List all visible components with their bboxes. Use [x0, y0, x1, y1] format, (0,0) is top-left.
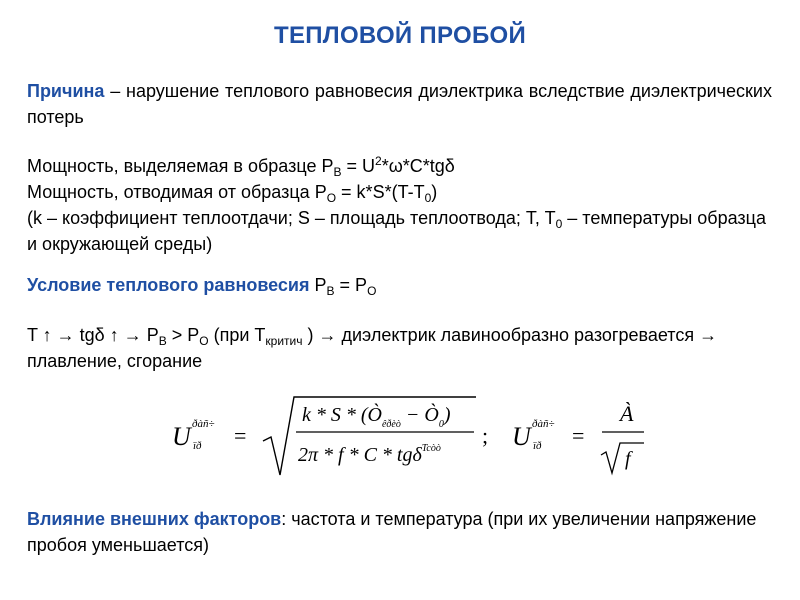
formula-denominator-2: f: [625, 448, 631, 470]
formula-lhs1-symbol: U: [172, 422, 191, 451]
power-released-formula-b: *ω*C*tgδ: [381, 156, 455, 176]
power-removed-formula-a: = k*S*(T-T: [336, 182, 425, 202]
legend-note-sub: 0: [555, 217, 563, 231]
formula-radical-2: [601, 443, 644, 473]
runaway-sub2: O: [199, 334, 209, 348]
power-released-sub: B: [333, 165, 342, 179]
cause-paragraph: [27, 78, 772, 130]
cause-text: – нарушение теплового равновесия диэлектрика вследствие диэлектрических потерь: [27, 81, 772, 127]
formula-numerator-1: k * S * ($Ò_{êðèò}$ − $Ò_0$): [302, 404, 451, 430]
runaway-sub3: критич: [265, 334, 303, 348]
formula-denominator-1: 2π * f * C * tgδ$^{Tcòò}$: [298, 443, 441, 466]
legend-note-part2: – температуры образца и окружающей среды): [27, 208, 766, 254]
equilibrium-label: Условие теплового равновесия: [27, 275, 310, 295]
cause-label: Причина: [27, 81, 105, 101]
formula-numerator-2: À: [620, 401, 634, 426]
equilibrium-formula-a: P: [309, 275, 327, 295]
power-removed-formula-b: ): [431, 182, 438, 202]
legend-note: [27, 205, 772, 257]
power-released-sup: 2: [375, 154, 382, 168]
runaway-c: (при T: [208, 325, 266, 345]
external-factors-paragraph: [27, 506, 772, 558]
power-released-formula-a: = U: [341, 156, 376, 176]
equilibrium-line: [27, 272, 772, 298]
runaway-sub1: B: [158, 334, 167, 348]
external-factors-text: : частота и температура (при их увеличении напряжение пробоя уменьшается): [27, 509, 757, 555]
equilibrium-formula-b: = P: [334, 275, 368, 295]
power-released-line: [27, 153, 772, 179]
equilibrium-sub2: O: [367, 284, 377, 298]
formula-lhs1-sup: ðàñ÷: [192, 418, 215, 430]
equilibrium-sub1: B: [326, 284, 335, 298]
power-removed-sub2: 0: [424, 191, 432, 205]
formula-lhs2-symbol: U: [512, 422, 531, 451]
runaway-b: > P: [166, 325, 200, 345]
breakdown-voltage-formula: [170, 393, 660, 483]
formula-lhs1-sub: ïð: [193, 440, 202, 452]
formula-svg: [170, 393, 660, 483]
runaway-line: [27, 322, 772, 374]
power-removed-text: Мощность, отводимая от образца P: [27, 182, 327, 202]
formula-lhs2-sub: ïð: [533, 440, 542, 452]
formula-separator: ;: [482, 423, 489, 448]
formula-equals-2: =: [572, 423, 585, 448]
runaway-a: T ↑ → tgδ ↑ → P: [27, 325, 159, 345]
power-released-text: Мощность, выделяемая в образце P: [27, 156, 334, 176]
runaway-d: ) → диэлектрик лавинообразно разогревается → плавление, сгорание: [27, 325, 718, 371]
formula-lhs2-sup: ðàñ÷: [532, 418, 555, 430]
power-removed-sub: O: [326, 191, 337, 205]
external-factors-label: Влияние внешних факторов: [27, 509, 282, 529]
slide-title: ТЕПЛОВОЙ ПРОБОЙ: [273, 22, 527, 49]
formula-equals-1: =: [234, 423, 247, 448]
power-removed-line: [27, 179, 772, 205]
legend-note-part1: (k – коэффициент теплоотдачи; S – площадь теплоотвода; T, T: [27, 208, 556, 228]
